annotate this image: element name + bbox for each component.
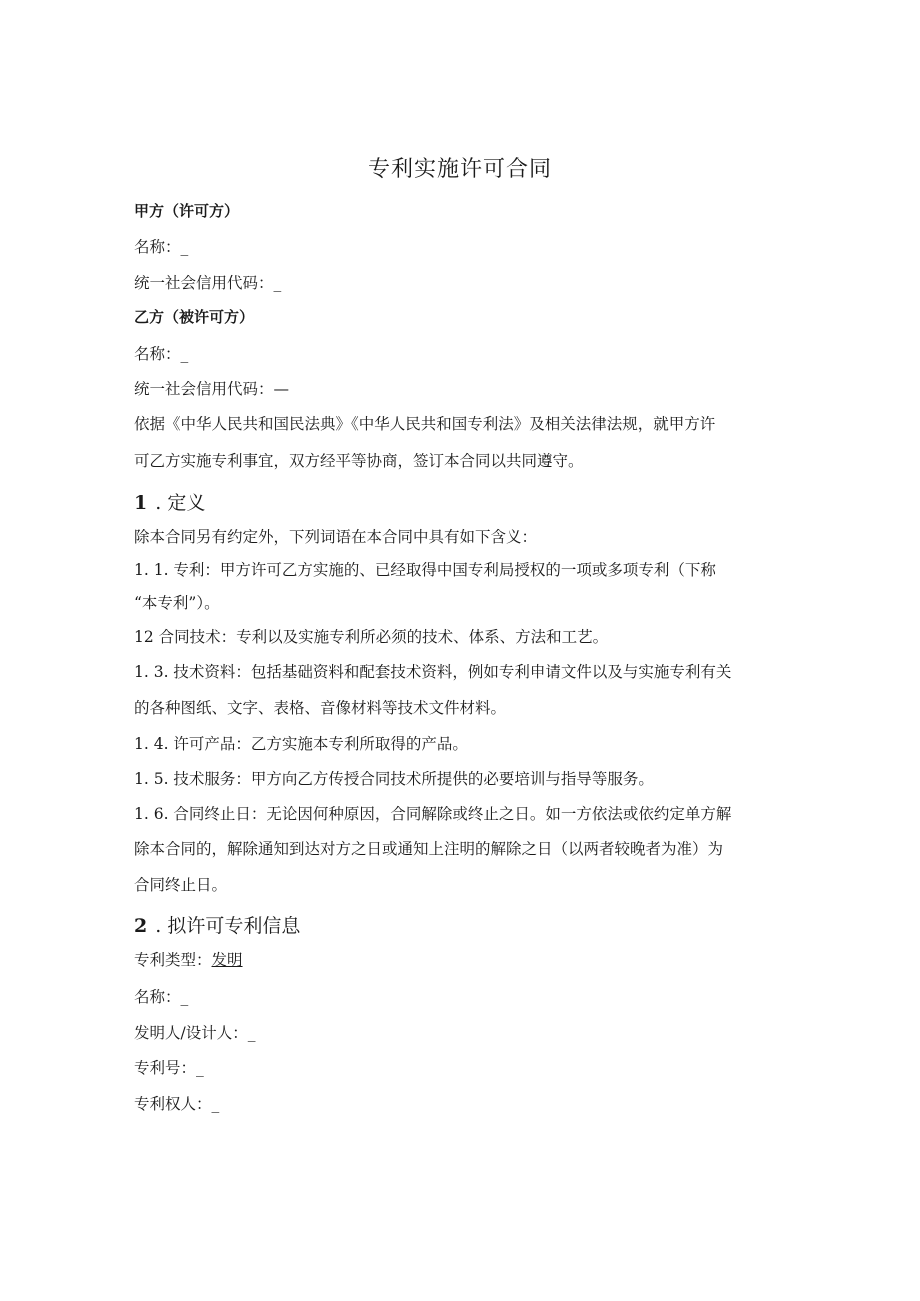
definition-line: 合同终止日。 [134,876,228,894]
preamble-line-1: 依据《中华人民共和国民法典》《中华人民共和国专利法》及相关法律法规，就甲方许 [134,415,716,433]
definition-line: 的各种图纸、文字、表格、音像材料等技术文件材料。 [134,699,507,717]
definition-line: 除本合同的，解除通知到达对方之日或通知上注明的解除之日（以两者较晚者为准）为 [134,840,724,858]
definition-line: 1. 5. 技术服务：甲方向乙方传授合同技术所提供的必要培训与指导等服务。 [134,770,654,788]
party-a-credit-code: 统一社会信用代码：_ [134,274,282,292]
patent-inventor: 发明人/设计人：_ [134,1024,256,1042]
party-b-credit-code: 统一社会信用代码：— [134,380,290,398]
definition-line: 1. 6. 合同终止日：无论因何种原因，合同解除或终止之日。如一方依法或依约定单方解 [134,805,732,823]
definition-line: 1. 4. 许可产品：乙方实施本专利所取得的产品。 [134,735,468,753]
definition-line: 1. 3. 技术资料：包括基础资料和配套技术资料，例如专利申请文件以及与实施专利有关 [134,663,732,681]
patent-type-value: 发明 [211,951,243,969]
patent-name: 名称：_ [134,988,189,1006]
section-2-heading [134,911,300,938]
definition-line: 1. 1. 专利：甲方许可乙方实施的、已经取得中国专利局授权的一项或多项专利（下称 [134,561,716,579]
party-a-heading: 甲方（许可方） [134,202,240,220]
section-1-number: 1 [134,492,148,514]
section-1-title: . 定义 [155,492,206,514]
party-b-heading: 乙方（被许可方） [134,308,255,326]
definition-line: “本专利”）。 [134,594,220,612]
patent-holder: 专利权人：_ [134,1095,220,1113]
patent-type-label: 专利类型： [134,951,212,969]
party-b-name: 名称：_ [134,345,189,363]
section-2-number: 2 [134,915,148,937]
patent-type-line [134,948,243,970]
patent-number: 专利号：_ [134,1059,204,1077]
party-a-name: 名称：_ [134,238,189,256]
section-1-heading [134,488,205,515]
document-title: 专利实施许可合同 [367,157,552,182]
section-2-title: . 拟许可专利信息 [155,915,301,937]
definition-line: 12 合同技术：专利以及实施专利所必须的技术、体系、方法和工艺。 [134,628,609,646]
section-1-intro: 除本合同另有约定外，下列词语在本合同中具有如下含义： [134,528,538,546]
preamble-line-2: 可乙方实施专利事宜，双方经平等协商，签订本合同以共同遵守。 [134,452,584,470]
